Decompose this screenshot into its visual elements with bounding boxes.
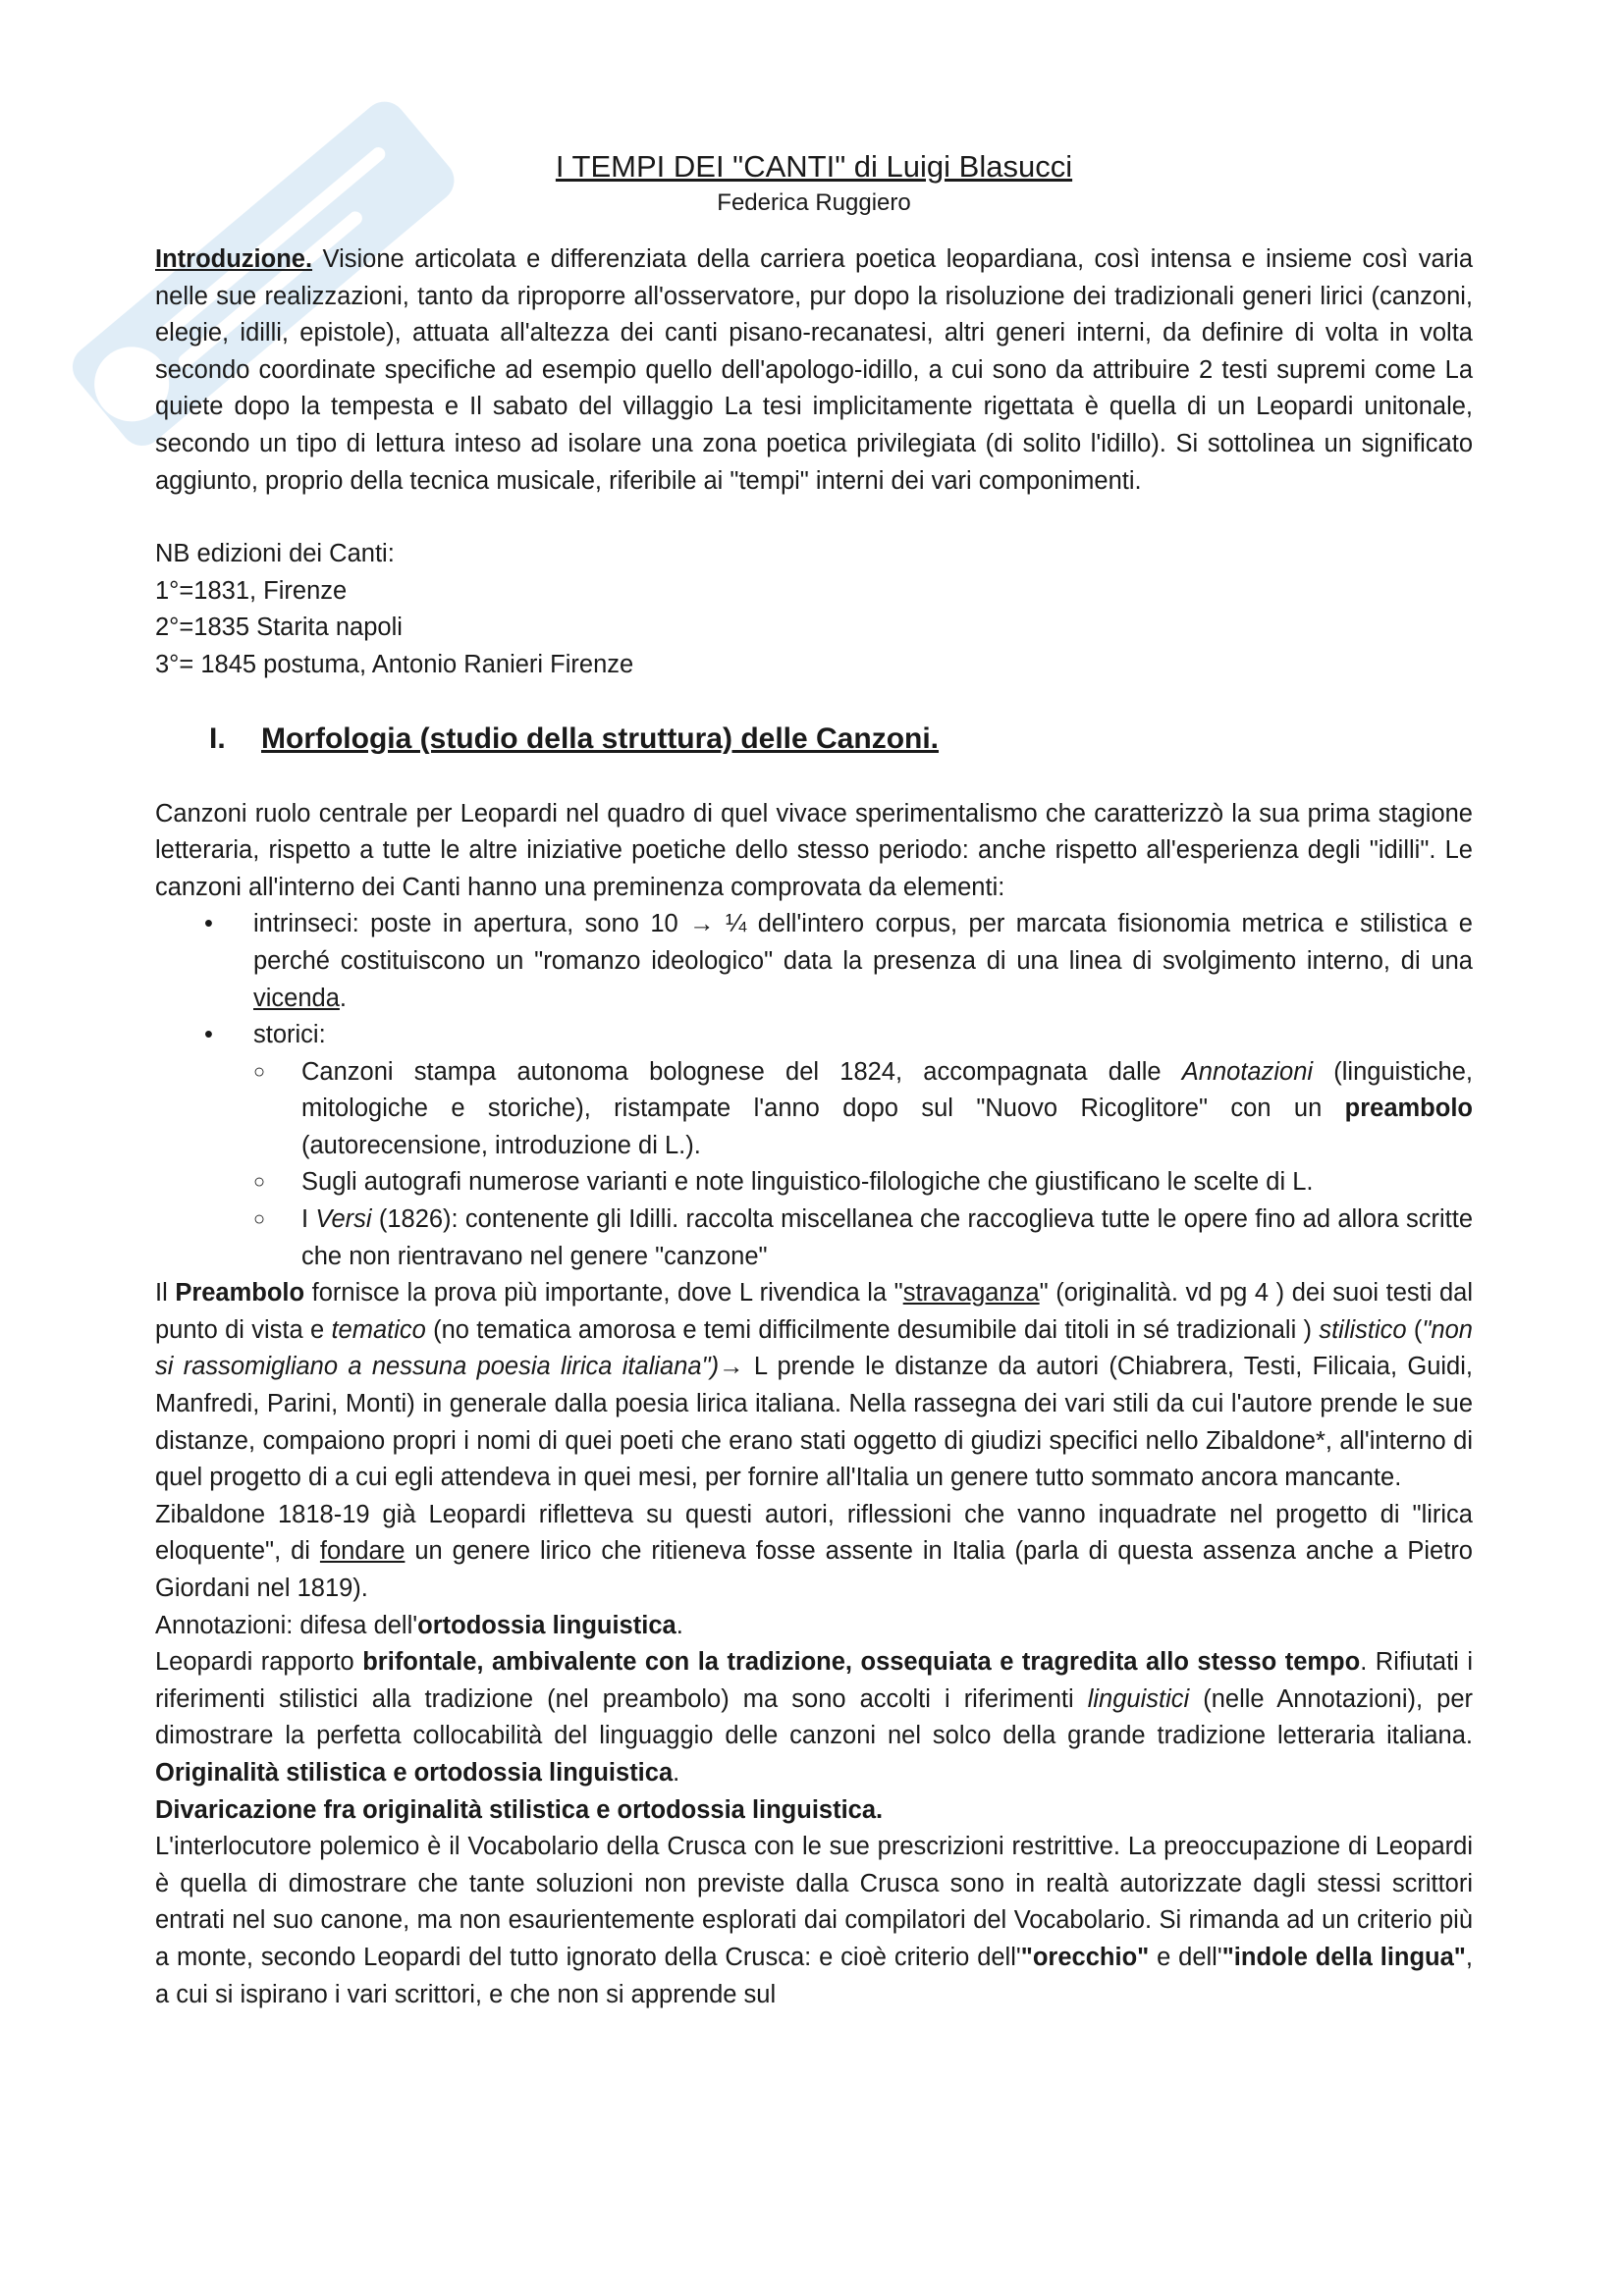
- underlined-term: stravaganza: [902, 1279, 1040, 1308]
- intro-paragraph: [155, 241, 1473, 500]
- intro-label: Introduzione.: [155, 245, 313, 273]
- bullet-icon: •: [204, 910, 213, 938]
- edition-item: 1°=1831, Firenze: [155, 576, 348, 605]
- sub-list-item: ○ Canzoni stampa autonoma bolognese del 1824, accompagnata dalle Annotazioni (linguistiche, mitologiche e storiche), ristampate l'anno dopo sul "Nuovo Ricoglitore" con un preambolo (autorecensione, introduzione di L.).: [253, 1054, 1473, 1165]
- document-page: [155, 147, 1473, 2013]
- body-paragraph: L'interlocutore polemico è il Vocabolario della Crusca con le sue prescrizioni restrittive. La preoccupazione di Leopardi è quella di dimostrare che tante soluzioni non previste dalla Crusca sono in realtà autorizzate dagli stessi scrittori entrati nel suo canone, ma non esaurientemente esplorati dai compilatori del Vocabolario. Si rimanda ad un criterio più a monte, secondo Leopardi del tutto ignorato della Crusca: e cioè criterio dell'"orecchio" e dell'"indole della lingua", a cui si ispirano i vari scrittori, e che non si apprende sul: [155, 1833, 1473, 2008]
- list-item: • storici: ○ Canzoni stampa autonoma bolognese del 1824, accompagnata dalle Annotazioni (linguistiche, mitologiche e storiche), ristampate l'anno dopo sul "Nuovo Ricoglitore" con un preambolo (autorecensione, introduzione di L.). ○ Sugli autografi numerose varianti e note linguistico-filologiche che giustificano le scelte di L. ○ I Versi (1826): contenente gli Idilli. raccolta miscellanea che raccoglieva tutte le opere fino ad allora scritte che non rientravano nel genere "canzone": [155, 1017, 1473, 1275]
- body-paragraph: Divaricazione fra originalità stilistica e ortodossia linguistica.: [155, 1795, 884, 1824]
- sub-list-item: ○ I Versi (1826): contenente gli Idilli. raccolta miscellanea che raccoglieva tutte le opere fino ad allora scritte che non rientravano nel genere "canzone": [253, 1201, 1473, 1275]
- intro-text: Visione articolata e differenziata della carriera poetica leopardiana, così intensa e insieme così varia nelle sue realizzazioni, tanto da riproporre all'osservatore, pur dopo la risoluzione dei tradizionali generi lirici (canzoni, elegie, idilli, epistole), attuata all'altezza dei canti pisano-recanatesi, altri generi interni, da definire di volta in volta secondo coordinate specifiche ad esempio quello dell'apologo-idillo, a cui sono da attribuire 2 testi supremi come La quiete dopo la tempesta e Il sabato del villaggio La tesi implicitamente rigettata è quella di un Leopardi unitonale, secondo un tipo di lettura inteso ad isolare una zona poetica privilegiata (di solito l'idillo). Si sottolinea un significato aggiunto, proprio della tecnica musicale, riferibile ai "tempi" interni dei vari componimenti.: [155, 245, 1473, 495]
- section-title: Morfologia (studio della struttura) delle Canzoni.: [261, 721, 940, 755]
- document-author: Federica Ruggiero: [717, 189, 911, 216]
- edition-item: 2°=1835 Starita napoli: [155, 614, 403, 642]
- body-paragraph: Canzoni ruolo centrale per Leopardi nel quadro di quel vivace sperimentalismo che caratterizzò la sua prima stagione letteraria, rispetto a tutte le altre iniziative poetiche dello stesso periodo: anche rispetto all'esperienza degli "idilli". Le canzoni all'interno dei Canti hanno una preminenza comprovata da elementi:: [155, 799, 1473, 901]
- circle-bullet-icon: ○: [253, 1060, 266, 1083]
- circle-bullet-icon: ○: [253, 1171, 266, 1194]
- document-title: I TEMPI DEI "CANTI" di Luigi Blasucci: [555, 149, 1073, 184]
- section-number: I.: [209, 721, 226, 755]
- body-paragraph: Annotazioni: difesa dell'ortodossia linguistica.: [155, 1611, 683, 1639]
- body-paragraph: Zibaldone 1818-19 già Leopardi rifletteva su questi autori, riflessioni che vanno inquadrate nel progetto di "lirica eloquente", di fondare un genere lirico che ritieneva fosse assente in Italia (parla di questa assenza anche a Pietro Giordani nel 1819).: [155, 1500, 1473, 1602]
- body-paragraph: Leopardi rapporto brifontale, ambivalente con la tradizione, ossequiata e tragredita allo stesso tempo. Rifiutati i riferimenti stilistici alla tradizione (nel preambolo) ma sono accolti i riferimenti linguistici (nelle Annotazioni), per dimostrare la perfetta collocabilità del linguaggio delle canzoni nel solco della grande tradizione letteraria italiana. Originalità stilistica e ortodossia linguistica.: [155, 1648, 1473, 1787]
- criteria-list: [155, 906, 1473, 1275]
- list-item: • intrinseci: poste in apertura, sono 10 → ¼ dell'intero corpus, per marcata fisionomia metrica e stilistica e perché costituiscono un "romanzo ideologico" data la presenza di una linea di svolgimento interno, di una vicenda.: [155, 906, 1473, 1017]
- sub-list: [253, 1054, 1473, 1276]
- sub-list-item: ○ Sugli autografi numerose varianti e note linguistico-filologiche che giustificano le scelte di L.: [253, 1164, 1473, 1201]
- circle-bullet-icon: ○: [253, 1208, 266, 1231]
- body-paragraph: Il Preambolo fornisce la prova più importante, dove L rivendica la "stravaganza" (originalità. vd pg 4 ) dei suoi testi dal punto di vista e tematico (no tematica amorosa e temi difficilmente desumibile dai titoli in sé tradizionali ) stilistico ("non si rassomigliano a nessuna poesia lirica italiana")→ L prende le distanze da autori (Chiabrera, Testi, Filicaia, Guidi, Manfredi, Parini, Monti) in generale dalla poesia lirica italiana. Nella rassegna dei vari stili da cui l'autore prende le sue distanze, compaiono propri i nomi di quei poeti che erano stati oggetto di giudizi specifici nello Zibaldone*, all'interno di quel progetto di a cui egli attendeva in quei mesi, per fornire all'Italia un genere tutto sommato ancora mancante.: [155, 1279, 1473, 1492]
- underlined-term: vicenda: [253, 984, 340, 1012]
- edition-item: 3°= 1845 postuma, Antonio Ranieri Firenze: [155, 650, 634, 678]
- underlined-term: fondare: [319, 1537, 406, 1566]
- bullet-icon: •: [204, 1021, 213, 1049]
- editions-label: NB edizioni dei Canti:: [155, 540, 395, 568]
- section-heading: [155, 720, 1473, 759]
